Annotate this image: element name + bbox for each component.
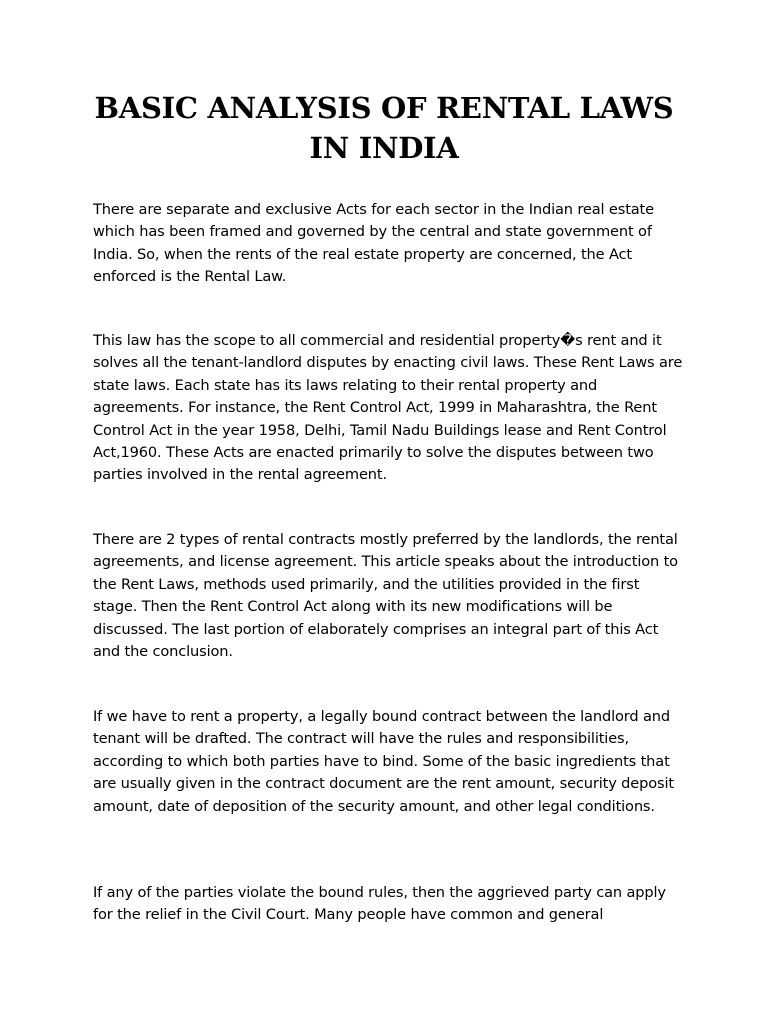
paragraph-contract-details: If we have to rent a property, a legally bound contract between the landlord and tenant will be drafted. The contract will have the rules and responsibilities, according to which both parties have to bind. Some of the basic ingredients that are usually given in the contract document are the rent amount, security deposit amount, date of deposition of the security amount, and other legal conditions.: [93, 708, 674, 815]
paragraph-violation: If any of the parties violate the bound rules, then the aggrieved party can apply for the relief in the Civil Court. Many people have common and general: [93, 884, 666, 924]
paragraph-scope: This law has the scope to all commercial and residential property�s rent and it solves all the tenant-landlord disputes by enacting civil laws. These Rent Laws are state laws. Each state has its laws relating to their rental property and agreements. For instance, the Rent Control Act, 1999 in Maharashtra, the Rent Control Act in the year 1958, Delhi, Tamil Nadu Buildings lease and Rent Control Act,1960. These Acts are enacted primarily to solve the disputes between two parties involved in the rental agreement.: [93, 332, 683, 484]
document-title: BASIC ANALYSIS OF RENTAL LAWS IN INDIA: [94, 91, 674, 165]
paragraph-intro: There are separate and exclusive Acts for each sector in the Indian real estate which has been framed and governed by the central and state government of India. So, when the rents of the real estate property are concerned, the Act enforced is the Rental Law.: [93, 201, 654, 286]
paragraph-contract-types: There are 2 types of rental contracts mostly preferred by the landlords, the rental agreements, and license agreement. This article speaks about the introduction to the Rent Laws, methods used primarily, and the utilities provided in the first stage. Then the Rent Control Act along with its new modifications will be discussed. The last portion of elaborately comprises an integral part of this Act and the conclusion.: [93, 531, 678, 661]
